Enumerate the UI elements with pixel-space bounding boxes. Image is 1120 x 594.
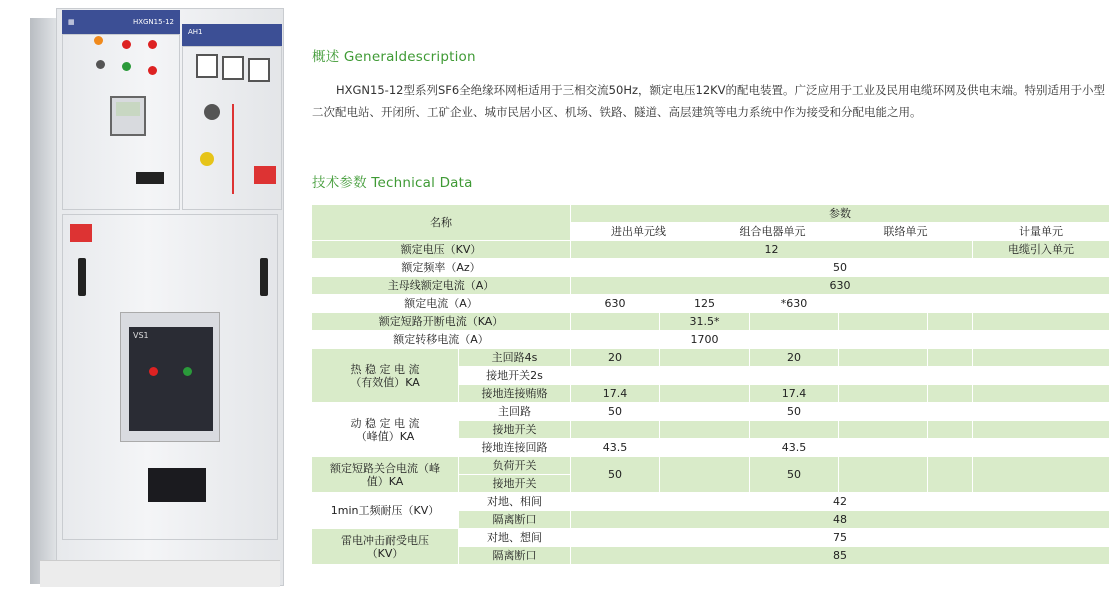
cell-empty [571,313,660,331]
cell-value: 12 [571,241,973,259]
header-name: 名称 [312,205,571,241]
cell-value: 电缆引入单元 [973,241,1110,259]
cell-value: 17.4 [750,385,839,403]
cell-value: *630 [750,295,839,313]
cell-empty [973,313,1110,331]
table-row [312,457,1110,475]
group-label-line: 值）KA [366,474,404,488]
cell-empty [660,421,750,439]
sub-label: 负荷开关 [459,457,571,475]
cabinet-side-panel [30,18,56,584]
breaker-label: VS1 [133,331,149,340]
mimic-diagram-line [232,104,234,194]
cell-empty [839,385,928,403]
group-label-line: 热 稳 定 电 流 [350,362,420,376]
sub-label: 接地连接贿赂 [459,385,571,403]
cell-value: 50 [571,259,1110,277]
group-label-line: （有效值）KA [350,375,420,389]
cell-value: 43.5 [750,439,839,457]
switchgear-cabinet-image [0,0,300,594]
sub-label: 对地、相间 [459,493,571,511]
cabinet-nameplate-left [62,10,180,34]
table-row [312,205,1110,223]
indicator-lamp-red-icon [122,40,131,49]
cell-value [750,367,839,385]
overview-text: HXGN15-12型系列SF6全绝缘环网柜适用于三相交流50Hz，额定电压12KV的配电装置。广泛应用于工业及民用电缆环网及供电末端。特别适用于小型二次配电站、开闭所、工矿企业、城市民居小区、机场、铁路、隧道、高层建筑等电力系统中作为接受和分配电能之用。 [312,83,1106,119]
cell-empty [973,457,1110,493]
cell-empty [973,403,1110,421]
group-label-line: 额定短路关合电流（峰 [330,461,440,475]
cell-empty [839,331,928,349]
table-row [312,259,1110,277]
cabinet-model-label: HXGN15-12 [132,18,174,26]
group-label [312,403,459,457]
group-label-line: 动 稳 定 电 流 [350,416,420,430]
sub-label: 接地连接回路 [459,439,571,457]
cell-empty [928,457,973,493]
cell-empty [973,331,1110,349]
protection-relay [110,96,146,136]
cell-value: 125 [660,295,750,313]
cell-value: 43.5 [571,439,660,457]
vacuum-breaker [129,327,213,431]
header-unit: 组合电器单元 [707,223,839,241]
cell-value: 1700 [660,331,750,349]
group-label [312,457,459,493]
breaker-close-button-icon [149,367,158,376]
cell-value: 75 [571,529,1110,547]
cell-empty [660,385,750,403]
table-row [312,295,1110,313]
cell-empty [839,349,928,367]
sub-label: 主回路 [459,403,571,421]
cell-empty [660,403,750,421]
cell-value: 630 [571,277,1110,295]
cell-empty [660,349,750,367]
cell-empty [928,439,973,457]
cell-empty [928,385,973,403]
group-label [312,529,459,565]
cell-empty [660,457,750,493]
cell-empty [928,313,973,331]
cabinet-logo-icon: ▦ [68,18,75,26]
cell-value: 50 [750,457,839,493]
header-unit: 计量单元 [973,223,1110,241]
cell-empty [928,403,973,421]
group-label: 1min工频耐压（KV） [312,493,459,529]
table-row [312,493,1110,511]
ventilation-window [148,468,206,502]
cell-value [571,421,660,439]
cell-empty [973,421,1110,439]
cell-value: 31.5* [660,313,750,331]
sub-label: 接地开关 [459,421,571,439]
tech-data-table [311,204,1110,565]
cell-empty [750,331,839,349]
cell-value: 42 [571,493,1110,511]
table-row [312,403,1110,421]
indicator-lamp-red-icon [148,66,157,75]
indicator-lamp-red-icon [148,40,157,49]
group-label-line: （KV） [366,546,404,560]
cell-empty [928,349,973,367]
table-row [312,313,1110,331]
row-label: 额定频率（Az） [312,259,571,277]
row-label: 额定短路开断电流（KA） [312,313,571,331]
terminal-block [136,172,164,184]
cell-empty [839,457,928,493]
cell-empty [839,439,928,457]
indicator-lamp-green-icon [122,62,131,71]
cell-empty [928,421,973,439]
cell-value [571,367,660,385]
cell-empty [973,385,1110,403]
group-label-line: （峰值）KA [355,429,415,443]
cell-empty [660,439,750,457]
overview-title: 概述 Generaldescription [312,49,476,65]
tech-data-title: 技术参数 Technical Data [312,175,473,191]
row-label: 主母线额定电流（A） [312,277,571,295]
table-row [312,331,1110,349]
cabinet-unit-label: AH1 [188,28,203,36]
sub-label: 隔离断口 [459,511,571,529]
cabinet-base [40,560,280,587]
cell-empty [839,421,928,439]
group-label-line: 雷电冲击耐受电压 [341,533,429,547]
relay-display [116,102,140,116]
door-handle-right [260,258,268,296]
cell-empty [973,439,1110,457]
table-row [312,277,1110,295]
sub-label: 接地开关 [459,475,571,493]
cell-empty [928,331,973,349]
vacuum-breaker-window [120,312,220,442]
cell-value: 20 [571,349,660,367]
cabinet-nameplate-right [182,24,282,46]
row-label: 额定电压（KV） [312,241,571,259]
cell-empty [660,367,750,385]
indicator-lamp-orange-icon [94,36,103,45]
sub-label: 接地开关2s [459,367,571,385]
header-unit: 进出单元线 [571,223,707,241]
selector-switch-icon [96,60,105,69]
group-label [312,349,459,403]
cell-value: 20 [750,349,839,367]
cell-empty [928,367,973,385]
table-row [312,349,1110,367]
ammeter-icon [196,54,218,78]
cell-value [750,421,839,439]
row-label: 额定电流（A） [312,295,571,313]
cell-value: 630 [571,295,660,313]
header-unit: 联络单元 [839,223,973,241]
cell-empty [571,331,660,349]
warning-sign-icon [70,224,92,242]
cell-empty [839,403,928,421]
cell-value: 85 [571,547,1110,565]
ammeter-icon [248,58,270,82]
cell-empty [973,367,1110,385]
cell-value: 50 [571,457,660,493]
cell-value: 50 [571,403,660,421]
operating-dial-icon [200,152,214,166]
cell-empty [839,313,928,331]
breaker-open-button-icon [183,367,192,376]
cell-empty [839,295,928,313]
cell-empty [750,313,839,331]
ammeter-icon [222,56,244,80]
operating-shaft-icon [204,104,220,120]
cell-value: 17.4 [571,385,660,403]
sub-label: 对地、想间 [459,529,571,547]
cell-empty [973,349,1110,367]
header-params: 参数 [571,205,1110,223]
sub-label: 隔离断口 [459,547,571,565]
cell-empty [928,295,973,313]
sub-label: 主回路4s [459,349,571,367]
table-row [312,529,1110,547]
warning-sign-icon [254,166,276,184]
cell-value: 48 [571,511,1110,529]
row-label: 额定转移电流（A） [312,331,571,349]
door-handle-left [78,258,86,296]
cell-empty [839,367,928,385]
table-row [312,241,1110,259]
cell-empty [973,295,1110,313]
cell-value: 50 [750,403,839,421]
